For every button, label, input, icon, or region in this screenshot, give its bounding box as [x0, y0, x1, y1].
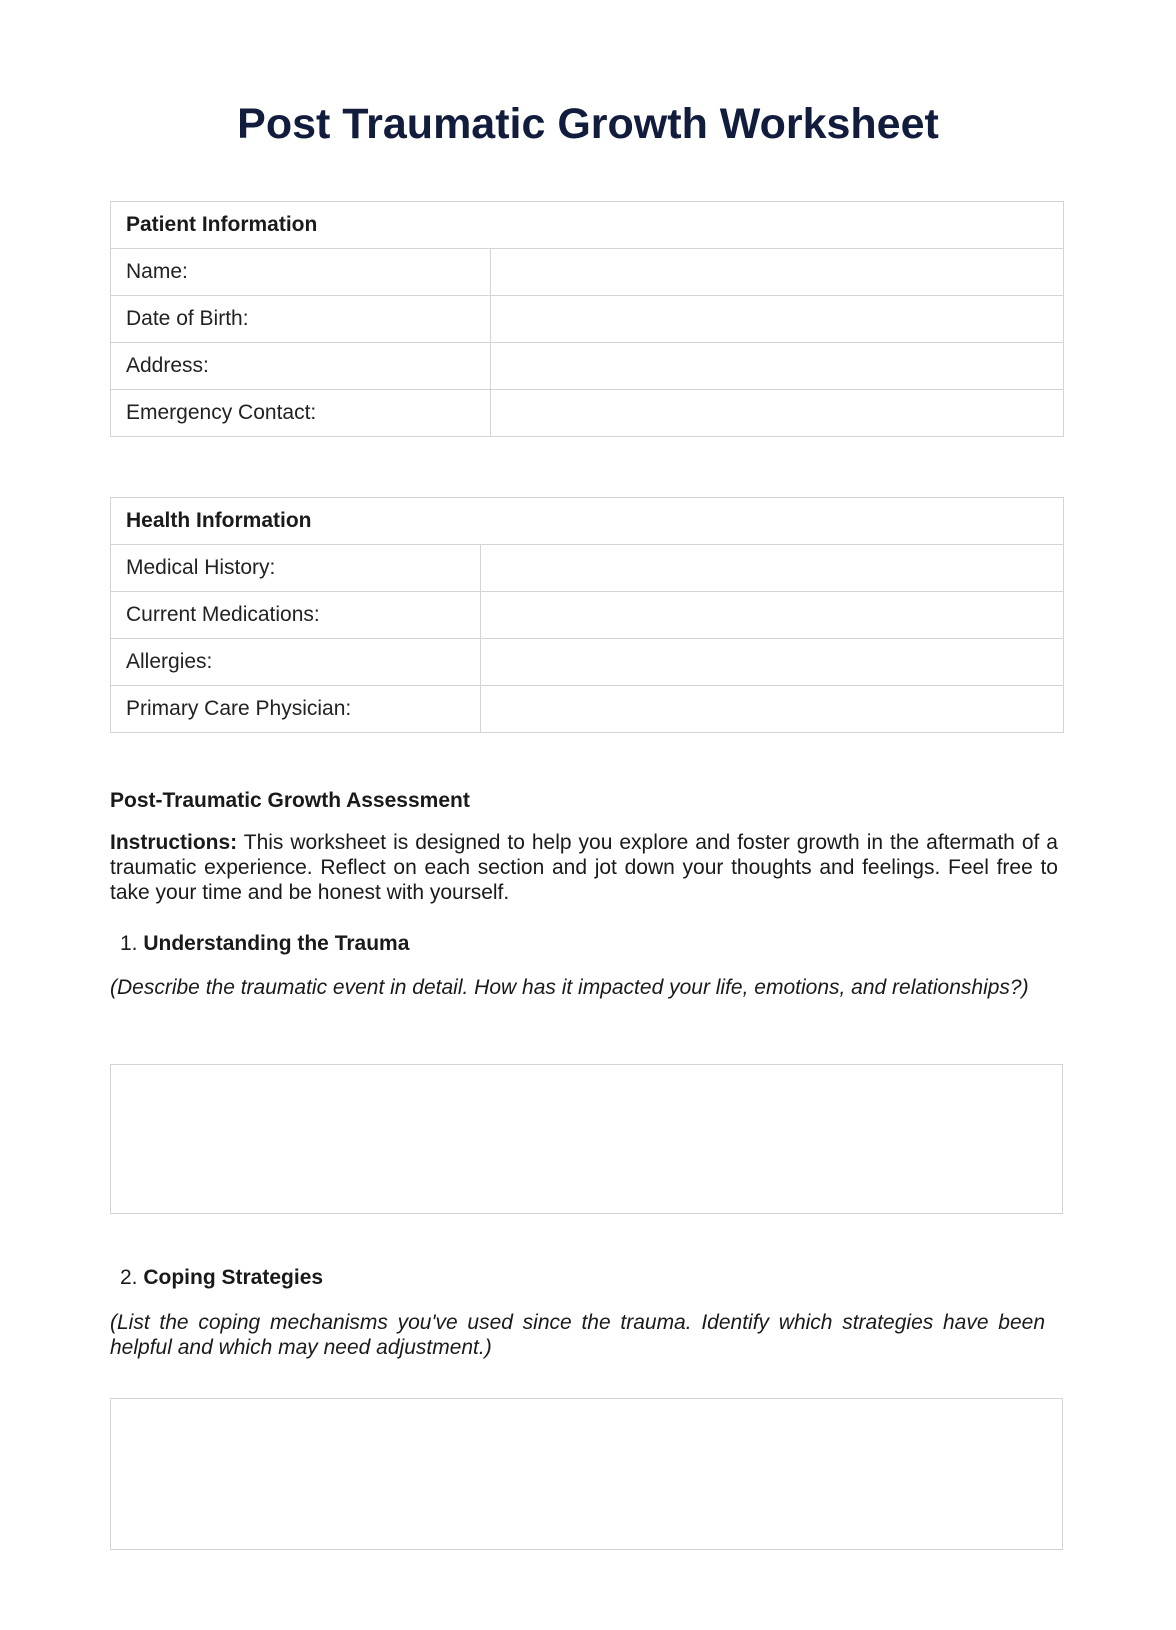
coping-strategies-answer-box[interactable]	[110, 1398, 1063, 1550]
name-label: Name:	[111, 249, 491, 296]
emergency-contact-label: Emergency Contact:	[111, 390, 491, 437]
item-number: 2.	[120, 1266, 138, 1289]
date-of-birth-label: Date of Birth:	[111, 296, 491, 343]
item-heading-coping-strategies	[120, 1266, 323, 1290]
instructions-label: Instructions:	[110, 831, 238, 854]
name-field[interactable]	[491, 249, 1064, 296]
table-row	[111, 296, 1064, 343]
primary-care-physician-field[interactable]	[481, 686, 1064, 733]
current-medications-label: Current Medications:	[111, 592, 481, 639]
table-row	[111, 545, 1064, 592]
item-heading-understanding-trauma	[120, 932, 409, 956]
current-medications-field[interactable]	[481, 592, 1064, 639]
patient-information-table	[110, 201, 1064, 437]
table-row	[111, 343, 1064, 390]
instructions-text: This worksheet is designed to help you explore and foster growth in the aftermath of a traumatic experience. Reflect on each section and jot down your thoughts and feelings. Feel free to take your time and be honest with yourself.	[110, 831, 1058, 904]
instructions-paragraph	[110, 830, 1058, 905]
table-row	[111, 639, 1064, 686]
page-title: Post Traumatic Growth Worksheet	[237, 100, 939, 148]
coping-strategies-prompt: (List the coping mechanisms you've used since the trauma. Identify which strategies have been helpful and which may need adjustment.)	[110, 1311, 1045, 1359]
item-number: 1.	[120, 932, 138, 955]
health-information-heading: Health Information	[111, 498, 1064, 545]
understanding-trauma-answer-box[interactable]	[110, 1064, 1063, 1214]
allergies-label: Allergies:	[111, 639, 481, 686]
primary-care-physician-label: Primary Care Physician:	[111, 686, 481, 733]
medical-history-label: Medical History:	[111, 545, 481, 592]
address-field[interactable]	[491, 343, 1064, 390]
assessment-heading: Post-Traumatic Growth Assessment	[110, 789, 470, 812]
item-title: Understanding the Trauma	[143, 932, 410, 955]
table-row	[111, 686, 1064, 733]
address-label: Address:	[111, 343, 491, 390]
item-title: Coping Strategies	[143, 1266, 324, 1289]
table-row	[111, 390, 1064, 437]
patient-information-heading: Patient Information	[111, 202, 1064, 249]
table-row	[111, 249, 1064, 296]
date-of-birth-field[interactable]	[491, 296, 1064, 343]
table-row	[111, 592, 1064, 639]
understanding-trauma-prompt: (Describe the traumatic event in detail. How has it impacted your life, emotions, and relationships?)	[110, 976, 1029, 999]
health-information-table	[110, 497, 1064, 733]
allergies-field[interactable]	[481, 639, 1064, 686]
emergency-contact-field[interactable]	[491, 390, 1064, 437]
medical-history-field[interactable]	[481, 545, 1064, 592]
